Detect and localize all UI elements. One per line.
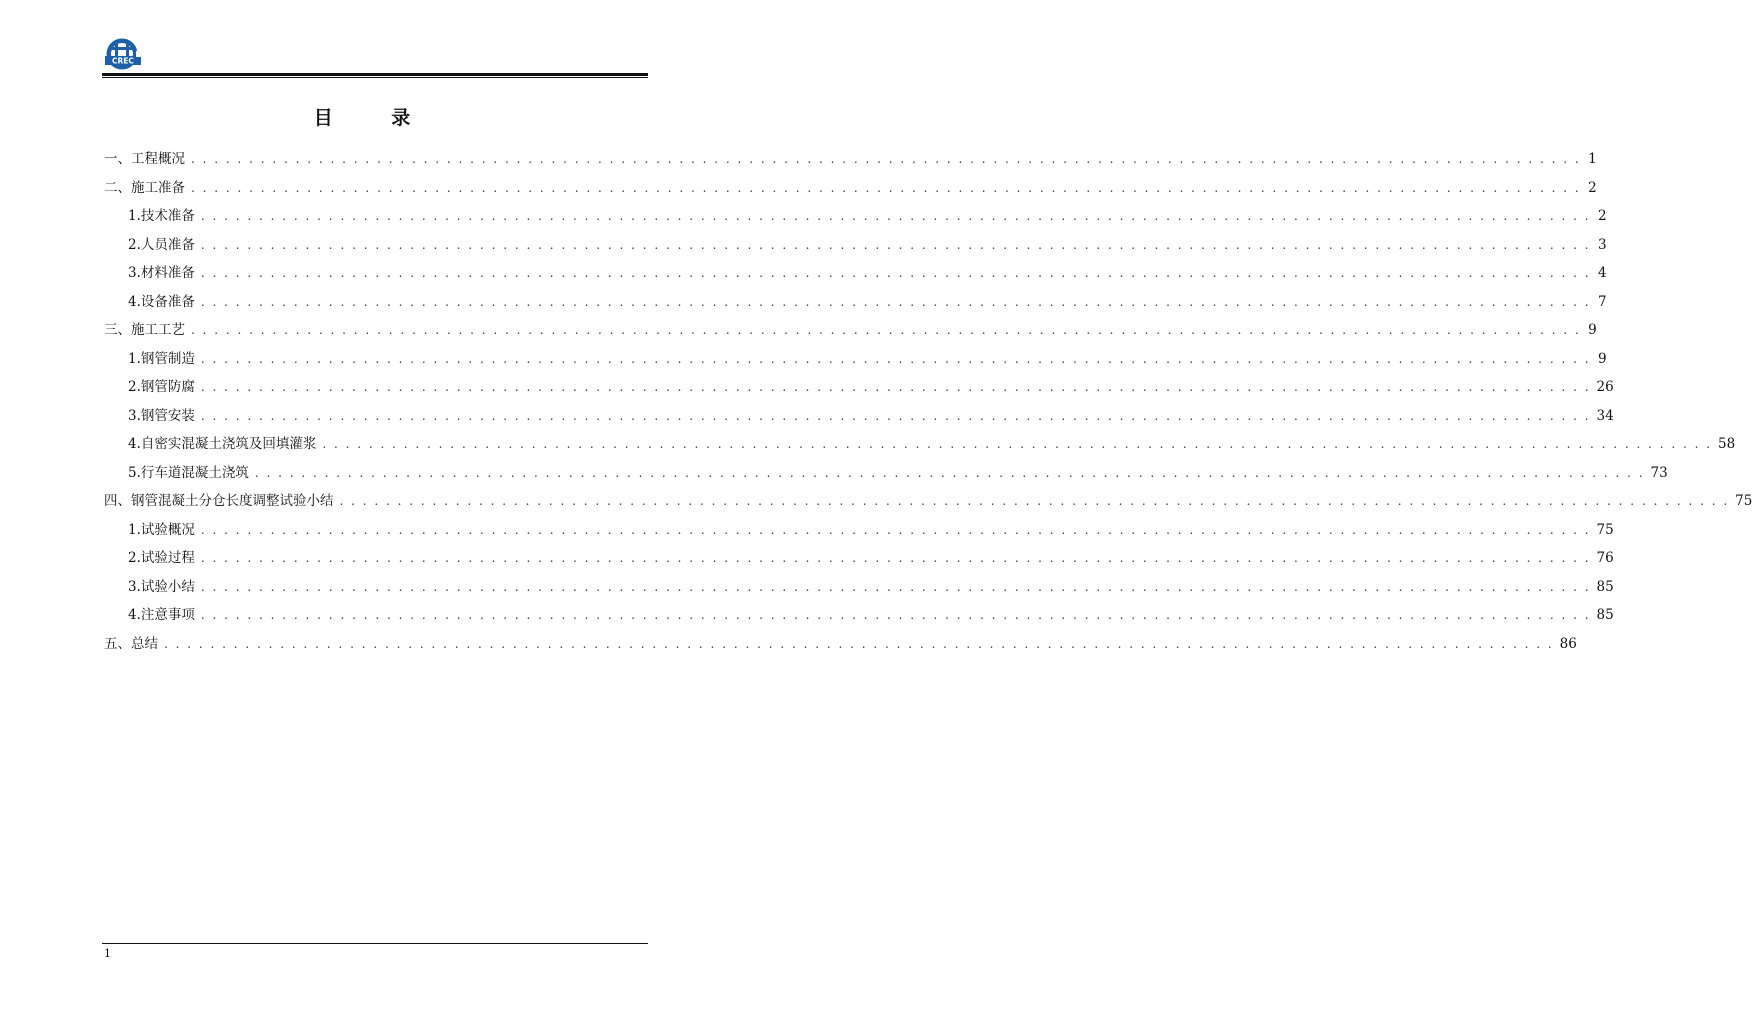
company-logo-icon — [102, 37, 144, 71]
toc-entry[interactable] — [104, 319, 1597, 348]
toc-entry-label: 1.钢管制造 — [128, 350, 195, 367]
toc-dot-leader: . . . . . . . . . . . . . . . . . . . . . . . . . . . . . . . . . . . . . . . . . . . . . . . . . . . . . . . . . . . . . . . . . . . . . . . . . . . . . . . . . . . . . . . . . . . . . . . . . . . . . . . . . . . . . . . . . . . . . . . . — [191, 180, 1581, 195]
toc-entry-page: 9 — [1588, 322, 1597, 338]
toc-entry-page: 76 — [1596, 550, 1614, 566]
toc-entry-page: 2 — [1588, 179, 1597, 196]
toc-entry-page: 86 — [1559, 635, 1577, 652]
toc-entry[interactable] — [104, 262, 1607, 291]
toc-entry-page: 4 — [1597, 265, 1607, 281]
toc-entry-label: 4.设备准备 — [128, 293, 195, 310]
footer-page-number: 1 — [104, 947, 111, 960]
toc-entry-label: 1.技术准备 — [128, 208, 195, 224]
toc-entry-page: 7 — [1597, 293, 1607, 310]
toc-dot-leader: . . . . . . . . . . . . . . . . . . . . . . . . . . . . . . . . . . . . . . . . . . . . . . . . . . . . . . . . . . . . . . . . . . . . . . . . . . . . . . . . . . . . . . . . . . . . . . . . . . . . . . . . . . . . . . . . . . . . . . . . — [200, 209, 1591, 223]
toc-dot-leader: . . . . . . . . . . . . . . . . . . . . . . . . . . . . . . . . . . . . . . . . . . . . . . . . . . . . . . . . . . . . . . . . . . . . . . . . . . . . . . . . . . . . . . . . . . . . . . . . . . . . . . . . . . . . . . . . . . . . . . . . — [200, 351, 1591, 366]
toc-dot-leader: . . . . . . . . . . . . . . . . . . . . . . . . . . . . . . . . . . . . . . . . . . . . . . . . . . . . . . . . . . . . . . . . . . . . . . . . . . . . . . . . . . . . . . . . . . . . . . . . . . . . . . . . . . . . . . . . . . . . . . . . — [200, 551, 1591, 565]
toc-dot-leader: . . . . . . . . . . . . . . . . . . . . . . . . . . . . . . . . . . . . . . . . . . . . . . . . . . . . . . . . . . . . . . . . . . . . . . . . . . . . . . . . . . . . . . . . . . . . . . . . . . . . . . . . . . . . . . . . . . . . . . . . — [200, 380, 1591, 394]
toc-entry[interactable] — [104, 633, 1577, 662]
toc-entry-page: 75 — [1735, 493, 1752, 509]
toc-entry-page: 3 — [1597, 236, 1607, 253]
toc-entry[interactable] — [104, 205, 1607, 234]
toc-entry[interactable] — [104, 490, 1752, 519]
toc-dot-leader: . . . . . . . . . . . . . . . . . . . . . . . . . . . . . . . . . . . . . . . . . . . . . . . . . . . . . . . . . . . . . . . . . . . . . . . . . . . . . . . . . . . . . . . . . . . . . . . . . . . . . . . . . . . . . . . . . . . . . . . . — [200, 608, 1591, 622]
toc-entry-label: 2.钢管防腐 — [128, 379, 195, 395]
toc-entry-page: 73 — [1650, 464, 1668, 481]
toc-entry[interactable] — [104, 547, 1614, 576]
table-of-contents — [104, 148, 1752, 661]
header-rule — [102, 73, 648, 78]
toc-entry[interactable] — [104, 462, 1668, 491]
toc-entry-page: 85 — [1596, 607, 1614, 623]
toc-entry[interactable] — [104, 177, 1597, 206]
page-title: 目 录 — [313, 107, 437, 129]
toc-entry-label: 3.试验小结 — [128, 578, 195, 595]
toc-entry[interactable] — [104, 576, 1614, 605]
toc-entry-label: 2.试验过程 — [128, 550, 195, 566]
toc-entry-label: 五、总结 — [104, 635, 158, 652]
toc-entry-label: 一、工程概况 — [104, 151, 185, 167]
footer-rule — [102, 943, 648, 944]
toc-entry-label: 二、施工准备 — [104, 179, 185, 196]
toc-entry-label: 四、钢管混凝土分仓长度调整试验小结 — [104, 493, 334, 509]
toc-entry-page: 26 — [1596, 379, 1614, 395]
toc-entry-label: 3.钢管安装 — [128, 407, 195, 424]
toc-entry-page: 58 — [1718, 436, 1736, 452]
toc-dot-leader: . . . . . . . . . . . . . . . . . . . . . . . . . . . . . . . . . . . . . . . . . . . . . . . . . . . . . . . . . . . . . . . . . . . . . . . . . . . . . . . . . . . . . . . . . . . . . . . . . . . . . . . . . . . . . . . . . . . . . . . . — [339, 494, 1730, 508]
toc-entry[interactable] — [104, 405, 1614, 434]
toc-entry-label: 3.材料准备 — [128, 265, 195, 281]
toc-entry[interactable] — [104, 433, 1736, 462]
toc-dot-leader: . . . . . . . . . . . . . . . . . . . . . . . . . . . . . . . . . . . . . . . . . . . . . . . . . . . . . . . . . . . . . . . . . . . . . . . . . . . . . . . . . . . . . . . . . . . . . . . . . . . . . . . . . . . . . . . . . . . . . . . . — [200, 579, 1591, 594]
toc-dot-leader: . . . . . . . . . . . . . . . . . . . . . . . . . . . . . . . . . . . . . . . . . . . . . . . . . . . . . . . . . . . . . . . . . . . . . . . . . . . . . . . . . . . . . . . . . . . . . . . . . . . . . . . . . . . . . . . . . . . . . . . . — [200, 266, 1591, 280]
toc-entry[interactable] — [104, 348, 1607, 377]
toc-dot-leader: . . . . . . . . . . . . . . . . . . . . . . . . . . . . . . . . . . . . . . . . . . . . . . . . . . . . . . . . . . . . . . . . . . . . . . . . . . . . . . . . . . . . . . . . . . . . . . . . . . . . . . . . . . . . . . . . . . . . . . . . — [200, 294, 1591, 309]
toc-entry-label: 三、施工工艺 — [104, 322, 185, 338]
toc-dot-leader: . . . . . . . . . . . . . . . . . . . . . . . . . . . . . . . . . . . . . . . . . . . . . . . . . . . . . . . . . . . . . . . . . . . . . . . . . . . . . . . . . . . . . . . . . . . . . . . . . . . . . . . . . . . . . . . . . . . . . . . . — [164, 636, 1554, 651]
toc-entry[interactable] — [104, 148, 1597, 177]
toc-entry-page: 2 — [1597, 208, 1607, 224]
toc-entry-page: 75 — [1596, 521, 1614, 538]
toc-entry-page: 1 — [1588, 151, 1597, 167]
toc-dot-leader: . . . . . . . . . . . . . . . . . . . . . . . . . . . . . . . . . . . . . . . . . . . . . . . . . . . . . . . . . . . . . . . . . . . . . . . . . . . . . . . . . . . . . . . . . . . . . . . . . . . . . . . . . . . . . . . . . . . . . . . . — [191, 323, 1581, 337]
toc-entry-label: 1.试验概况 — [128, 521, 195, 538]
toc-entry-label: 4.自密实混凝土浇筑及回填灌浆 — [128, 436, 317, 452]
logo-text: CREC — [112, 56, 134, 66]
toc-entry-label: 4.注意事项 — [128, 607, 195, 623]
toc-dot-leader: . . . . . . . . . . . . . . . . . . . . . . . . . . . . . . . . . . . . . . . . . . . . . . . . . . . . . . . . . . . . . . . . . . . . . . . . . . . . . . . . . . . . . . . . . . . . . . . . . . . . . . . . . . . . . . . . . . . . . . . . — [322, 437, 1713, 451]
toc-entry[interactable] — [104, 291, 1607, 320]
toc-entry-page: 85 — [1596, 578, 1614, 595]
toc-dot-leader: . . . . . . . . . . . . . . . . . . . . . . . . . . . . . . . . . . . . . . . . . . . . . . . . . . . . . . . . . . . . . . . . . . . . . . . . . . . . . . . . . . . . . . . . . . . . . . . . . . . . . . . . . . . . . . . . . . . . . . . . — [200, 408, 1591, 423]
toc-entry[interactable] — [104, 519, 1614, 548]
toc-dot-leader: . . . . . . . . . . . . . . . . . . . . . . . . . . . . . . . . . . . . . . . . . . . . . . . . . . . . . . . . . . . . . . . . . . . . . . . . . . . . . . . . . . . . . . . . . . . . . . . . . . . . . . . . . . . . . . . . . . . . . . . . — [191, 152, 1581, 166]
toc-dot-leader: . . . . . . . . . . . . . . . . . . . . . . . . . . . . . . . . . . . . . . . . . . . . . . . . . . . . . . . . . . . . . . . . . . . . . . . . . . . . . . . . . . . . . . . . . . . . . . . . . . . . . . . . . . . . . . . . . . . . . . . . — [200, 522, 1591, 537]
toc-entry-label: 2.人员准备 — [128, 236, 195, 253]
toc-entry[interactable] — [104, 376, 1614, 405]
toc-entry-page: 9 — [1597, 350, 1607, 367]
toc-entry-page: 34 — [1596, 407, 1614, 424]
toc-dot-leader: . . . . . . . . . . . . . . . . . . . . . . . . . . . . . . . . . . . . . . . . . . . . . . . . . . . . . . . . . . . . . . . . . . . . . . . . . . . . . . . . . . . . . . . . . . . . . . . . . . . . . . . . . . . . . . . . . . . . . . . . — [254, 465, 1645, 480]
toc-entry[interactable] — [104, 234, 1607, 263]
toc-entry-label: 5.行车道混凝土浇筑 — [128, 464, 249, 481]
toc-entry[interactable] — [104, 604, 1614, 633]
toc-dot-leader: . . . . . . . . . . . . . . . . . . . . . . . . . . . . . . . . . . . . . . . . . . . . . . . . . . . . . . . . . . . . . . . . . . . . . . . . . . . . . . . . . . . . . . . . . . . . . . . . . . . . . . . . . . . . . . . . . . . . . . . . — [200, 237, 1591, 252]
